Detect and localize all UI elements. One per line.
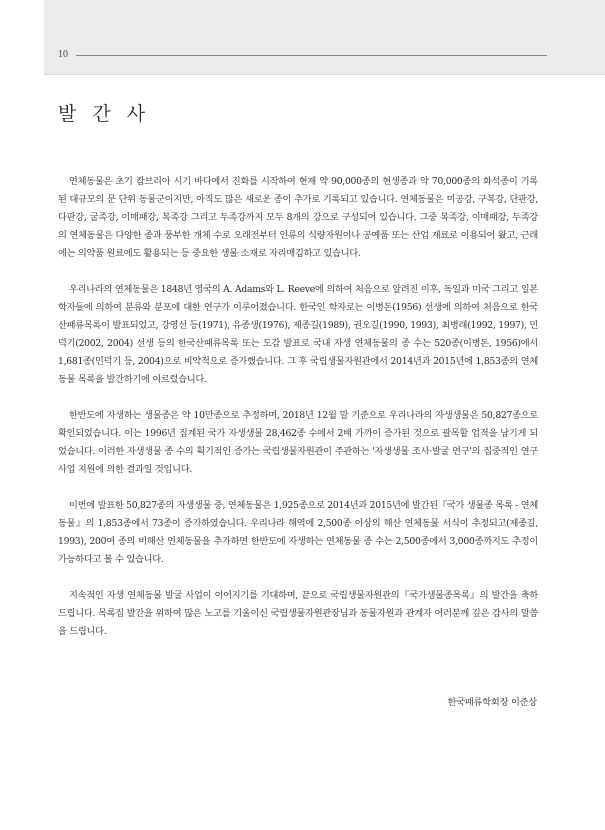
paragraph-4: 이번에 발표한 50,827종의 자생생물 중, 연체동물은 1,925종으로 2014년과 2015년에 발간된『국가 생물종 목록 - 연체동물』의 1,853종에서 73종이 증가하였습니다. 우리나라 해역에 2,500종 이상의 해산 연체동물 서식이 추정되고(제종길, 1993), 200여 종의 비해산 연체동물을 추가하면 한반도에 자생하는 연체동물 종 수는 2,500종에서 3,000종까지도 추정이 가능하다고 볼 수 있습니다. — [58, 500, 538, 565]
paragraph-5: 지속적인 자생 연체동물 발굴 사업이 이어지기를 기대하며, 끝으로 국립생물자원관의『국가생물종목록』의 발간을 축하드립니다. 목록집 발간을 위하여 많은 노고를 기울이신 국립생물자원관장님과 동물자원과 관계자 여러분께 깊은 감사의 말씀을 드립니다. — [58, 590, 538, 637]
page-number: 10 — [58, 49, 68, 60]
paragraph-3: 한반도에 자생하는 생물종은 약 10만종으로 추정하며, 2018년 12월 말 기준으로 우리나라의 자생생물은 50,827종으로 확인되었습니다. 이는 1996년 집계된 국가 자생생물 28,462종 수에서 2배 가까이 증가된 것으로 괄목할 업적을 남기게 되었습니다. 이러한 자생생물 종 수의 획기적인 증가는 국립생물자원관이 주관하는 '자생생물 조사·발굴 연구'의 집중적인 연구사업 지원에 의한 결과일 것입니다. — [58, 410, 538, 475]
page-title: 발 간 사 — [58, 103, 151, 125]
paragraph-2: 우리나라의 연체동물은 1848년 영국의 A. Adams와 L. Reeve에 의하여 처음으로 알려진 이후, 독일과 미국 그리고 일본학자들에 의하여 분류와 분포에 대한 연구가 이루어졌습니다. 한국인 학자로는 이병돈(1956) 선생에 의하여 처음으로 한국산패류목록이 발표되었고, 강영선 등(1971), 유종생(1976), 제종길(1989), 권오길(1990, 1993), 최병래(1992, 1997), 민덕기(2002, 2004) 선생 등의 한국산패류목록 또는 도감 발표로 국내 자생 연체동물의 종 수는 520종(이병돈, 1956)에서 1,681종(민덕기 등, 2004)으로 비약적으로 증가했습니다. 그 후 국립생물자원관에서 2014년과 2015년에 1,853종의 연체동물 목록을 발간하기에 이르렀습니다. — [58, 284, 538, 385]
header-band — [44, 0, 605, 75]
signature: 한국패류학회장 이준상 — [447, 697, 537, 708]
paragraph-1: 연체동물은 초기 캄브리아 시기 바다에서 진화를 시작하여 현재 약 90,000종의 현생종과 약 70,000종의 화석종이 기록된 대규모의 문 단위 동물군이지만, 아직도 많은 새로운 종이 추가로 기록되고 있습니다. 연체동물은 미공강, 구복강, 단판강, 다판강, 굴족강, 이매패강, 복족강 그리고 두족강까지 모두 8개의 강으로 구성되어 있습니다. 그중 복족강, 이매패강, 두족강의 연체동물은 다양한 종과 풍부한 개체 수로 오래전부터 인류의 식량자원이나 공예품 또는 산업 재료로 이용되어 왔고, 근래에는 의약품 원료에도 활용되는 등 중요한 생물 소재로 자리매김하고 있습니다. — [58, 176, 538, 259]
header-rule — [76, 55, 547, 56]
body-text — [58, 173, 538, 659]
